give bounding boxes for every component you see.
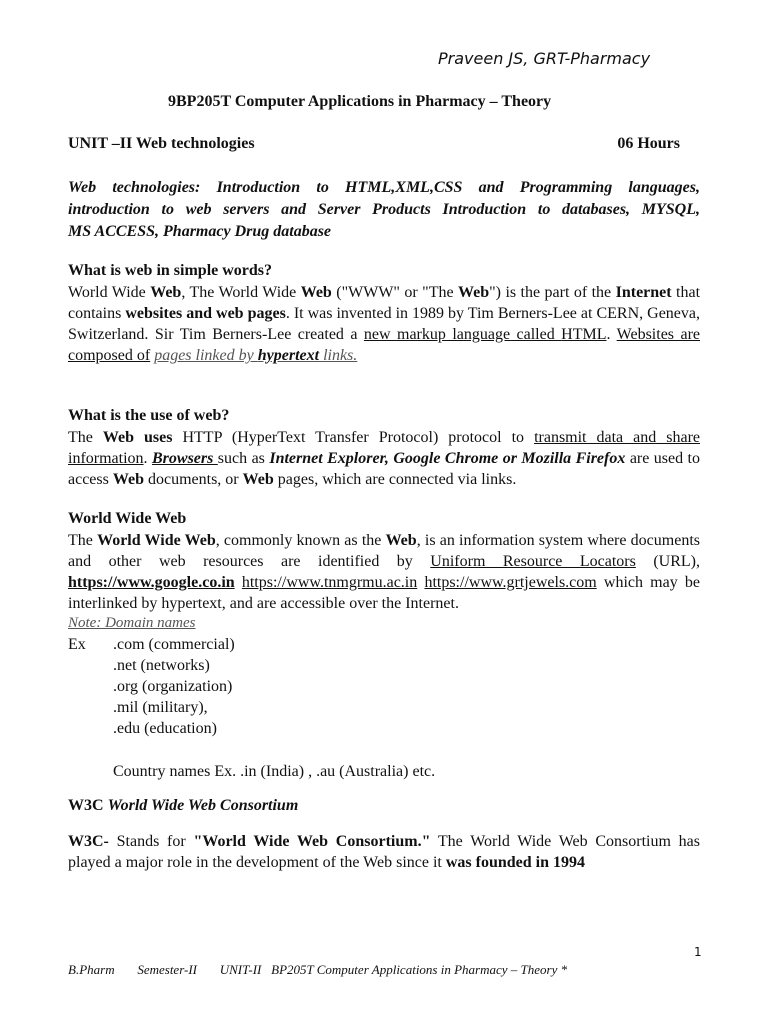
new-markup-language-link[interactable]: new markup language called HTML (363, 326, 607, 343)
google-link[interactable]: https://www.google.co.in (68, 574, 235, 591)
unit-hours: 06 Hours (617, 135, 680, 152)
pages-linked-link[interactable]: pages linked by hypertext links. (154, 347, 358, 364)
syllabus-line-3: MS ACCESS, Pharmacy Drug database (68, 223, 332, 240)
syllabus-line-2: introduction to web servers and Server Products Introduction to databases, MYSQL, (68, 201, 700, 218)
header-author: Praveen JS, GRT-Pharmacy (438, 49, 651, 68)
course-title: 9BP205T Computer Applications in Pharmacy – Theory (168, 93, 552, 110)
q1-heading: What is web in simple words? (68, 262, 273, 279)
syllabus-line-1: Web technologies: Introduction to HTML,XML,CSS and Programming languages, (68, 179, 700, 196)
domain-note: Note: Domain names (68, 615, 196, 631)
domain-item: .edu (education) (113, 720, 217, 737)
www-heading: World Wide Web (68, 510, 187, 527)
domain-item: .mil (military), (113, 699, 208, 716)
footer-text: B.Pharm Semester-II UNIT-II BP205T Computer Applications in Pharmacy – Theory * (68, 962, 568, 977)
tnmgrmu-link[interactable]: https://www.tnmgrmu.ac.in (241, 574, 418, 591)
q2-heading: What is the use of web? (68, 407, 230, 424)
unit-row (68, 135, 680, 153)
ex-label: Ex (68, 636, 86, 653)
country-names: Country names Ex. .in (India) , .au (Australia) etc. (113, 763, 436, 780)
www-paragraph: The World Wide Web, commonly known as the Web, is an information system where documents and other web resources are identified by Uniform Resource Locators (URL), https://www.google.co.in https://www.tnmgrmu.ac.in https://www.grtjewels.com which may be interlinked by hypertext, and are accessible over the Internet. (68, 532, 701, 612)
grtjewels-link[interactable]: https://www.grtjewels.com (424, 574, 597, 591)
page-number: 1 (694, 945, 702, 959)
w3c-heading: W3C World Wide Web Consortium (68, 797, 299, 814)
q1-paragraph: World Wide Web, The World Wide Web ("WWW" or "The Web") is the part of the Internet that contains websites and web pages. It was invented in 1989 by Tim Berners-Lee at CERN, Geneva, Switzerland. Sir Tim Berners-Lee created a new markup language called HTML. Websites are composed of pages linked by hypertext links. (68, 284, 701, 364)
domain-item: .org (organization) (113, 678, 233, 695)
url-link[interactable]: Uniform Resource Locators (430, 553, 636, 570)
syllabus-paragraph (68, 177, 700, 243)
browsers-link[interactable]: Browsers (152, 450, 218, 467)
transmit-data-link[interactable]: transmit data and share information (68, 429, 701, 467)
domain-item: .net (networks) (113, 657, 210, 674)
w3c-paragraph: W3C- Stands for "World Wide Web Consortium." The World Wide Web Consortium has played a major role in the development of the Web since it was founded in 1994 (68, 833, 701, 871)
q2-paragraph: The Web uses HTTP (HyperText Transfer Protocol) protocol to transmit data and share information. Browsers such as Internet Explorer, Google Chrome or Mozilla Firefox are used to access Web documents, or Web pages, which are connected via links. (68, 429, 701, 488)
domain-item: .com (commercial) (113, 636, 235, 653)
unit-title: UNIT –II Web technologies (68, 135, 255, 152)
